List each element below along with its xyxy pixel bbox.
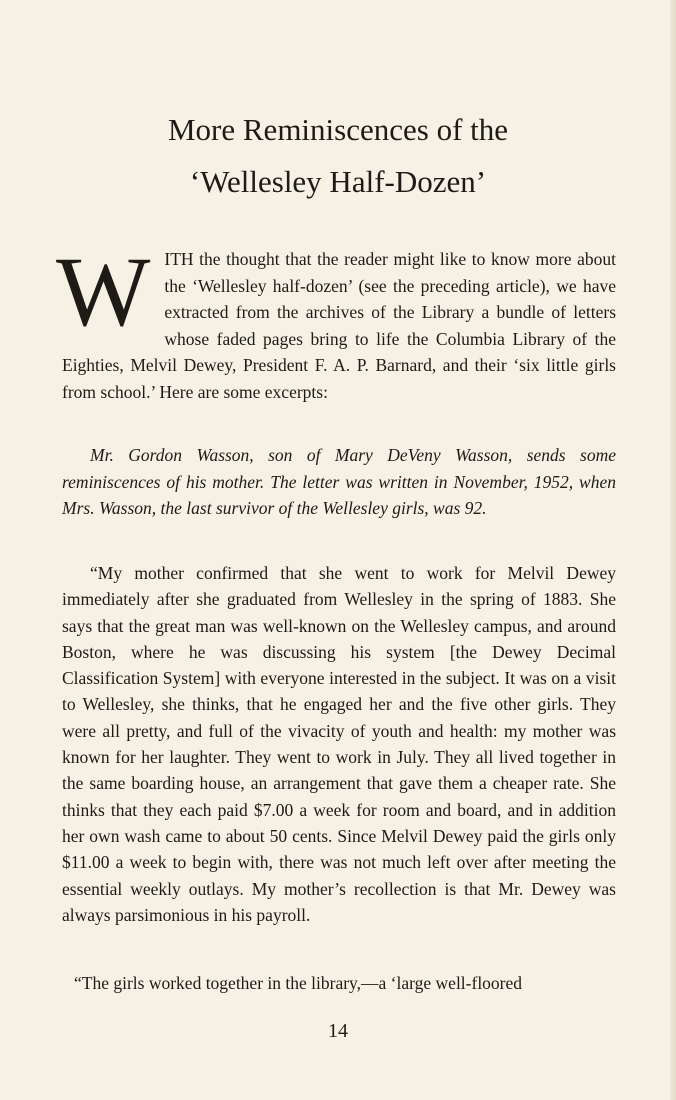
drop-cap: W xyxy=(56,236,151,347)
letter-paragraph: “My mother confirmed that she went to work for Melvil Dewey immediately after she graduated from Wellesley in the spring of 1883. She says that the great man was well-known on the Wellesley campus, and around Boston, where he was discussing his system [the Dewey Decimal Classification System] with everyone interested in the subject. It was on a visit to Wellesley, she thinks, that he engaged her and the five other girls. They were all pretty, and full of the vivacity of youth and health: my mother was known for her laughter. They went to work in July. They all lived together in the same boarding house, an arrangement that gave them a cheaper rate. She thinks that they each paid $7.00 a week for room and board, and in addition her own wash came to about 50 cents. Since Melvil Dewey paid the girls only $11.00 a week to begin with, there was not much left over after meeting the essential weekly outlays. My mother’s recollection is that Mr. Dewey was always parsimonious in his payroll. xyxy=(62,563,616,925)
page-number: 14 xyxy=(328,1020,348,1042)
intro-text: ITH the thought that the reader might like to know more about the ‘Wellesley half-dozen’ (see the preceding article), we have extracted from the archives of the Library a bundle of letters whose faded pages bring to life the Columbia Library of the Eighties, Melvil Dewey, President F. A. P. Barnard, and their ‘six little girls from school.’ Here are some excerpts: xyxy=(62,249,616,402)
article-title-line-1: More Reminiscences of the xyxy=(167,112,509,147)
letter-continuation: “The girls worked together in the library,—a ‘large well-floored xyxy=(74,973,523,993)
page-edge xyxy=(670,0,676,1100)
intro-paragraph xyxy=(56,236,616,405)
article-title-line-2: ‘Wellesley Half-Dozen’ xyxy=(189,164,487,199)
editor-note: Mr. Gordon Wasson, son of Mary DeVeny Wasson, sends some reminiscences of his mother. The letter was written in November, 1952, when Mrs. Wasson, the last survivor of the Wellesley girls, was 92. xyxy=(62,445,616,518)
